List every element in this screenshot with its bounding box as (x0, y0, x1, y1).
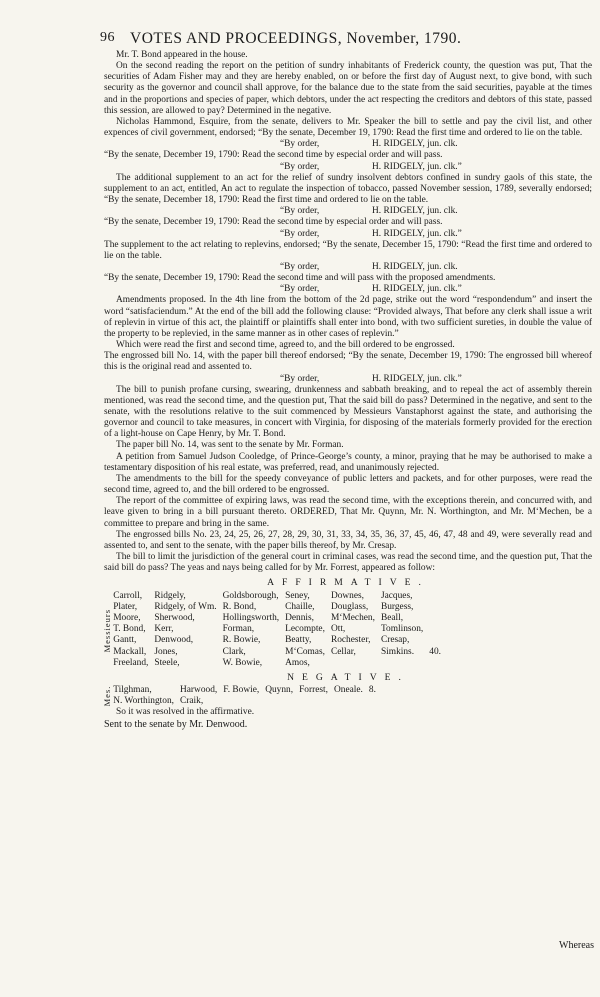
paragraph-attendance: Mr. T. Bond appeared in the house. (116, 50, 248, 60)
affirmative-member-name: Douglass, (330, 601, 369, 612)
negative-member-name: Craik, (180, 696, 204, 707)
signature-line: “By order, H. RIDGELY, jun. clk. (280, 261, 458, 272)
paragraph-expiring-laws: The report of the committee of expiring laws, was read the second time, with the exceptions therein, and concurred with, and leave given to bring in a bill pursuant thereto. ORDERED, That Mr. Quynn, Mr. N. Worthington, and Mr. M‘Mechen, be a committee to prepare and bring in the same. (104, 496, 592, 529)
negative-count (369, 696, 382, 707)
affirmative-row (96, 635, 447, 646)
affirmative-member-name: Rochester, (330, 635, 371, 646)
affirmative-member-name: Gantt, (113, 635, 137, 646)
signature-line: “By order, H. RIDGELY, jun. clk.” (280, 284, 462, 295)
affirmative-member-name: R. Bond, (222, 601, 257, 612)
affirmative-count (429, 613, 447, 624)
signature-line: “By order, H. RIDGELY, jun. clk.” (280, 228, 462, 239)
affirmative-member-name: M‘Mechen, (330, 612, 375, 623)
negative-row (96, 696, 382, 707)
affirmative-member-name: Ridgely, of Wm. (154, 601, 217, 612)
affirmative-row (96, 602, 447, 613)
negative-member-name: Harwood, (180, 685, 218, 696)
negative-member-name: Forrest, (299, 685, 328, 696)
affirmative-member-name: Plater, (113, 601, 138, 612)
paragraph-civil-list-bill: Nicholas Hammond, Esquire, from the senate, delivers to Mr. Speaker the bill to settle and pay the civil list, and other expences of civil government, endorsed; “By the senate, December 19, 1790: Read the first time and ordered to lie on the table. (104, 116, 592, 139)
affirmative-member-name: Jacques, (380, 590, 413, 601)
affirmative-row (96, 624, 447, 635)
affirmative-member-name: Simkins. (380, 646, 415, 657)
affirmative-member-name: M‘Comas, (285, 646, 325, 657)
catchword: Whereas (559, 940, 594, 951)
paragraph-fisher-petition: On the second reading the report on the petition of sundry inhabitants of Frederick county, the question was put, That the securities of Adam Fisher may and they are hereby enabled, on or before the first day of August next, to give bond, with such security as the governor and council shall approve, for the balance due to the state from the said securities, payable at the times and in the proportions and species of paper, which debtors, under the act respecting the creditors and debtors of this state, passed this session, are allowed to pay? Determined in the negative. (104, 61, 592, 116)
affirmative-member-name: Carroll, (113, 590, 143, 601)
negative-count: 8. (368, 685, 376, 696)
sent-to-senate: Sent to the senate by Mr. Denwood. (104, 718, 248, 730)
affirmative-member-name: Seney, (285, 590, 310, 601)
paragraph-endorsement: “By the senate, December 19, 1790: Read the second time by especial order and will pass. (104, 217, 443, 228)
affirmative-row (96, 658, 447, 669)
affirmative-member-name: W. Bowie, (222, 657, 263, 668)
paragraph-insolvent-debtors: The additional supplement to an act for the relief of sundry insolvent debtors confined in sundry gaols of this state, the supplement to an act, entitled, An act to regulate the inspection of tobacco, passed November session, 1789, severally endorsed; “By the senate, December 18, 1790: Read the first time and ordered to lie on the table. (104, 172, 592, 206)
paragraph-letters-bill: The amendments to the bill for the speedy conveyance of public letters and packets, and for other purposes, were read the second time, agreed to, and the bill ordered to be engrossed. (104, 473, 592, 496)
affirmative-side-label: Messieurs (102, 607, 112, 652)
negative-member-name (223, 696, 265, 707)
affirmative-count (429, 602, 447, 613)
negative-member-name: N. Worthington, (113, 696, 174, 707)
affirmative-member-name: Dennis, (285, 612, 315, 623)
affirmative-member-name: Freeland, (113, 657, 149, 668)
affirmative-member-name (381, 658, 429, 669)
affirmative-member-name: Moore, (113, 612, 141, 623)
affirmative-count (429, 624, 447, 635)
affirmative-row (96, 647, 447, 658)
negative-side-label: Mes. (102, 685, 112, 707)
paragraph-paper-bill: The paper bill No. 14, was sent to the senate by Mr. Forman. (116, 440, 344, 451)
paragraph-profanity-bill: The bill to punish profane cursing, swearing, drunkenness and sabbath breaking, and to repeal the act of assembly therein mentioned, was read the second time, and the question put, That the said bill do pass? Determined in the negative, and sent to the senate, with the resolutions relative to the suit commenced by Messieurs Vanstaphorst against the state, and authorising the governor and council to take measures, in concert with Virginia, for disposing of the materials formerly provided for the erection of a light-house on Cape Henry, by Mr. T. Bond. (104, 384, 592, 440)
affirmative-member-name: Chaille, (285, 601, 315, 612)
page-number: 96 (100, 30, 115, 45)
affirmative-member-name: Steele, (154, 657, 180, 668)
affirmative-member-name: Burgess, (380, 601, 414, 612)
affirmative-member-name: Kerr, (154, 624, 174, 635)
signature-line: “By order, H. RIDGELY, jun. clk.” (280, 161, 462, 172)
affirmative-member-name: Cellar, (330, 646, 356, 657)
affirmative-member-name: Sherwood, (154, 612, 195, 623)
affirmative-member-name: T. Bond, (113, 624, 146, 635)
paragraph-endorsement: “By the senate, December 19, 1790: Read the second time and will pass with the proposed amendments. (104, 273, 496, 284)
affirmative-member-name: Beall, (380, 612, 404, 623)
affirmative-member-name: Amos, (285, 657, 310, 668)
negative-member-name: Oneale. (334, 685, 363, 696)
negative-member-name: Tilghman, (113, 685, 152, 696)
negative-member-name: Quynn, (265, 685, 294, 696)
negative-member-name (334, 696, 369, 707)
affirmative-member-name (331, 658, 381, 669)
affirmative-row (96, 591, 447, 602)
signature-line: “By order, H. RIDGELY, jun. clk. (280, 139, 458, 150)
affirmative-member-name: Mackall, (113, 646, 147, 657)
negative-member-name: F. Bowie, (223, 685, 260, 696)
paragraph-cooledge-petition: A petition from Samuel Judson Cooledge, of Prince-George’s county, a minor, praying that he may be authorised to make a testamentary disposition of his real estate, was preferred, read, and unanimously rejected. (104, 451, 592, 473)
affirmative-heading: AFFIRMATIVE. (267, 577, 429, 589)
paragraph-amendments: Amendments proposed. In the 4th line from the bottom of the 2d page, strike out the word “respondendum” and insert the word “satisfaciendum.” At the end of the bill add the following clause: “Provided always, That before any clerk shall issue a writ of replevin in virtue of this act, the plaintiff or plaintiffs shall enter into bond, with two sufficient sureties, in double the value of the property to be replevied, in the same manner as in other cases of replevin.” (104, 295, 592, 339)
paragraph-bill-14: The engrossed bill No. 14, with the paper bill thereof endorsed; “By the senate, December 19, 1790: The engrossed bill whereof this is the original read and assented to. (104, 351, 592, 373)
negative-table (96, 685, 382, 707)
signature-line: “By order, H. RIDGELY, jun. clk.” (280, 373, 462, 384)
affirmative-member-name: Cresap, (380, 635, 410, 646)
affirmative-count (429, 591, 447, 602)
negative-row (96, 685, 382, 696)
vote-result: So it was resolved in the affirmative. (116, 707, 255, 718)
affirmative-count (429, 658, 447, 669)
affirmative-member-name: Hollingsworth, (222, 612, 280, 623)
affirmative-member-name: Beatty, (285, 635, 312, 646)
affirmative-member-name: Downes, (330, 590, 365, 601)
affirmative-member-name: Forman, (222, 624, 255, 635)
negative-member-name (299, 696, 334, 707)
affirmative-table (96, 591, 447, 669)
paragraph-replevins: The supplement to the act relating to replevins, endorsed; “By the senate, December 15, 1790: “Read the first time and ordered to lie on the table. (104, 239, 592, 261)
affirmative-count (429, 635, 447, 646)
affirmative-member-name: Ott, (330, 624, 346, 635)
affirmative-member-name: Ridgely, (154, 590, 186, 601)
affirmative-member-name: Lecompte, (285, 624, 325, 635)
paragraph-endorsement: “By the senate, December 19, 1790: Read the second time by especial order and will pass. (104, 150, 443, 161)
paragraph-engrossed-bills: The engrossed bills No. 23, 24, 25, 26, 27, 28, 29, 30, 31, 33, 34, 35, 36, 37, 45, 46, 47, 48 and 49, were severally read and assented to, and sent to the senate, with the paper bills thereof, by Mr. Cresap. (104, 529, 592, 551)
negative-member-name (265, 696, 299, 707)
paragraph-engrossed-order: Which were read the first and second time, agreed to, and the bill ordered to be engrossed. (116, 340, 455, 351)
affirmative-count: 40. (429, 646, 441, 657)
affirmative-member-name: Denwood, (154, 635, 194, 646)
affirmative-member-name: Clark, (222, 646, 246, 657)
affirmative-member-name: Jones, (154, 646, 178, 657)
negative-heading: NEGATIVE. (287, 671, 409, 683)
affirmative-member-name: Goldsborough, (222, 590, 279, 601)
signature-line: “By order, H. RIDGELY, jun. clk. (280, 206, 458, 217)
affirmative-member-name: Tomlinson, (380, 624, 424, 635)
affirmative-row (96, 613, 447, 624)
page-title: VOTES AND PROCEEDINGS, November, 1790. (130, 30, 462, 47)
paragraph-jurisdiction-bill: The bill to limit the jurisdiction of the general court in criminal cases, was read the second time, and the question put, That the said bill do pass? The yeas and nays being called for by Mr. Forrest, appeared as follow: (104, 552, 592, 574)
affirmative-member-name: R. Bowie, (222, 635, 261, 646)
document-body (104, 50, 592, 730)
